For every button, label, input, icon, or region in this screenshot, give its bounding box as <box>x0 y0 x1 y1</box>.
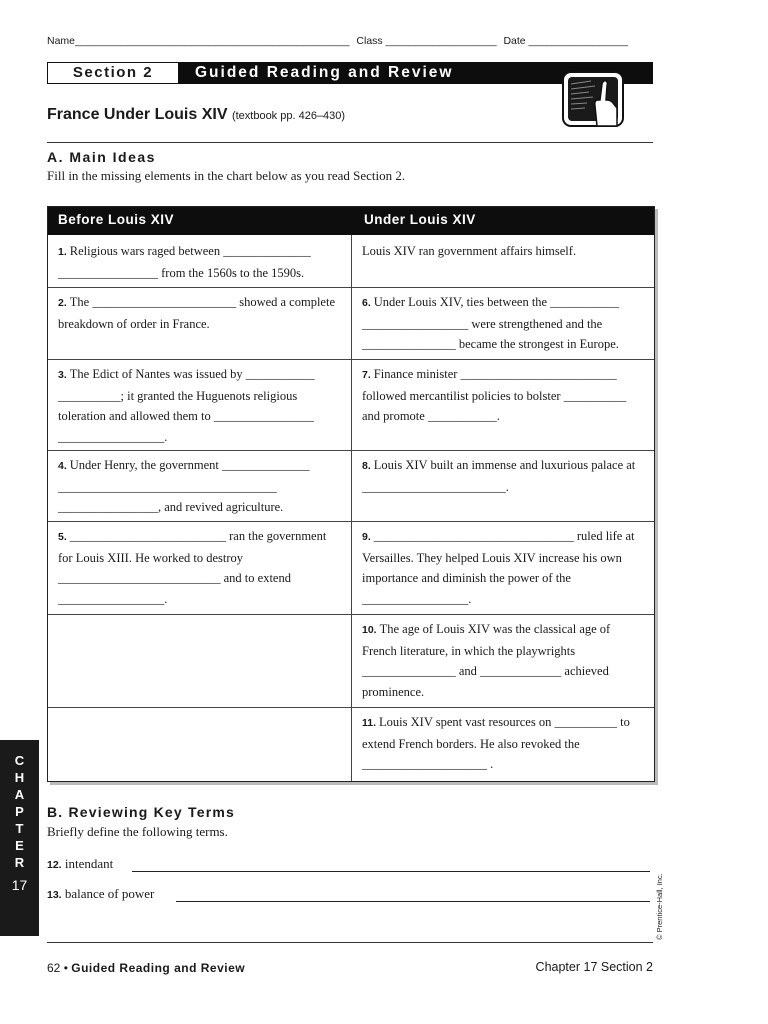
item-number: 4. <box>58 460 67 472</box>
col-under-header: Under Louis XIV <box>364 212 476 227</box>
chart-cell-8[interactable] <box>352 451 654 497</box>
chart-cell-11[interactable] <box>352 708 654 775</box>
cell-text: _________________________ ran the government for Louis XIII. He worked to destroy __________________________ and to extend _________________. <box>58 529 327 606</box>
chart-cell-right-1 <box>352 237 654 262</box>
item-number: 2. <box>58 297 67 309</box>
term-intendant-answer-line[interactable] <box>132 871 650 872</box>
date-field-label: Date _________________ <box>503 35 628 47</box>
chart-header <box>48 207 654 235</box>
section-title: Guided Reading and Review <box>179 62 653 84</box>
class-field-label: Class ___________________ <box>356 35 497 47</box>
chapter-number: 17 <box>11 877 28 893</box>
part-b-instructions: Briefly define the following terms. <box>47 824 228 839</box>
header-fields <box>47 35 653 47</box>
copyright-notice: © Prentice-Hall, Inc. <box>655 873 664 940</box>
term-intendant-label <box>47 856 113 872</box>
item-number: 12. <box>47 859 62 871</box>
term-text: intendant <box>64 856 114 871</box>
page-number: 62 <box>47 961 61 975</box>
cell-text: Under Louis XIV, ties between the ___________ _________________ were strengthened and the _______________ became the strongest in Europe. <box>362 295 619 351</box>
item-number: 8. <box>362 460 371 472</box>
chart-cell-7[interactable] <box>352 360 654 427</box>
chapter-tab-letter: E <box>15 838 24 853</box>
chapter-tab-letter: C <box>14 753 25 768</box>
section-number: Section 2 <box>47 62 179 84</box>
footer-book-title: Guided Reading and Review <box>71 961 246 975</box>
footer-right: Chapter 17 Section 2 <box>535 960 653 974</box>
page-title <box>47 106 345 124</box>
term-balance-answer-line[interactable] <box>176 901 650 902</box>
chart-cell-empty <box>48 708 351 780</box>
chart-cell-1[interactable] <box>48 237 351 283</box>
item-number: 10. <box>362 624 377 636</box>
chapter-tab-letter: P <box>15 804 24 819</box>
cell-text: ________________________________ ruled life at Versailles. They helped Louis XIV increase his own importance and diminish the power of the _________________. <box>362 529 635 606</box>
col-before-header: Before Louis XIV <box>58 212 175 227</box>
chapter-tab-letter: T <box>15 821 24 836</box>
chart-cell-3[interactable] <box>48 360 351 447</box>
cell-text: Finance minister _________________________ followed mercantilist policies to bolster __________ and promote ___________. <box>362 367 627 423</box>
chart-cell-9[interactable] <box>352 522 654 609</box>
cell-text: Louis XIV ran government affairs himself. <box>362 244 577 258</box>
chapter-tab <box>0 740 39 936</box>
chart-cell-4[interactable] <box>48 451 351 518</box>
item-number: 6. <box>362 297 371 309</box>
term-balance-label <box>47 886 154 902</box>
footer-bullet: • <box>63 961 68 975</box>
item-number: 3. <box>58 369 67 381</box>
cell-text: Louis XIV spent vast resources on __________ to extend French borders. He also revoked the ____________________ . <box>362 715 630 771</box>
chapter-tab-letter: H <box>14 770 25 785</box>
chart-cell-5[interactable] <box>48 522 351 609</box>
item-number: 13. <box>47 889 62 901</box>
item-number: 5. <box>58 531 67 543</box>
footer-left <box>47 961 245 975</box>
chart-cell-6[interactable] <box>352 288 654 355</box>
cell-text: The _______________________ showed a complete breakdown of order in France. <box>58 295 335 331</box>
part-b-heading: B. Reviewing Key Terms <box>47 804 235 820</box>
cell-text: Under Henry, the government ______________ ___________________________________ ________________, and revived agriculture. <box>58 458 310 514</box>
cell-text: Louis XIV built an immense and luxurious palace at _______________________. <box>362 458 636 494</box>
item-number: 9. <box>362 531 371 543</box>
part-a-instructions: Fill in the missing elements in the chart below as you read Section 2. <box>47 168 406 183</box>
chapter-tab-letter: R <box>14 855 25 870</box>
name-field-label: Name_______________________________________________ <box>47 35 350 47</box>
item-number: 11. <box>362 717 377 729</box>
cell-text: The age of Louis XIV was the classical age of French literature, in which the playwrights _______________ and _____________ achieved prominence. <box>362 622 611 699</box>
main-ideas-chart <box>47 206 655 782</box>
reading-tablet-icon <box>561 70 627 130</box>
chart-cell-empty <box>48 615 351 707</box>
cell-text: The Edict of Nantes was issued by ___________ __________; it granted the Huguenots religious toleration and allowed them to ________________ _________________. <box>58 367 315 444</box>
cell-text: Religious wars raged between ______________ ________________ from the 1560s to the 1590s. <box>58 244 311 280</box>
page-title-pages: (textbook pp. 426–430) <box>231 110 346 122</box>
divider <box>47 142 653 143</box>
term-text: balance of power <box>64 886 155 901</box>
part-a-heading: A. Main Ideas <box>47 149 156 165</box>
chapter-tab-letter: A <box>14 787 25 802</box>
chart-cell-10[interactable] <box>352 615 654 702</box>
page-title-main: France Under Louis XIV <box>47 106 228 123</box>
footer-divider <box>47 942 653 943</box>
chart-cell-2[interactable] <box>48 288 351 334</box>
item-number: 7. <box>362 369 371 381</box>
item-number: 1. <box>58 246 67 258</box>
